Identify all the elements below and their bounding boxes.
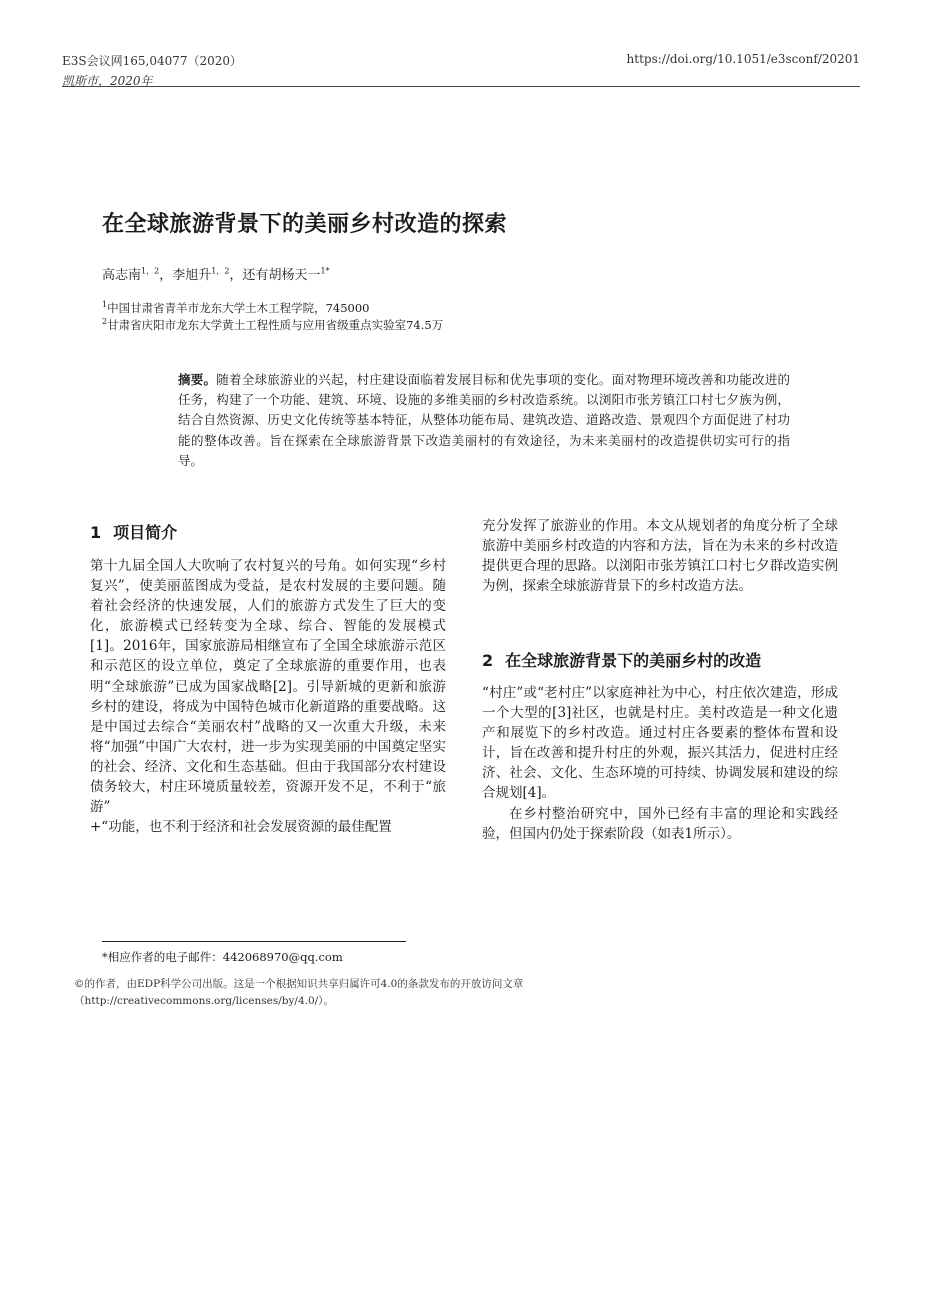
section-heading — [90, 520, 177, 543]
affiliation-mark: 1 — [102, 300, 108, 310]
author-list — [102, 264, 330, 283]
affiliation-text: 甘肃省庆阳市龙东大学黄土工程性质与应用省级重点实验室74.5万 — [107, 318, 444, 332]
conference-location: 凯斯市，2020年 — [62, 74, 153, 88]
author-separator: ，还有 — [229, 268, 269, 283]
license-notice — [74, 976, 523, 1010]
section-number: 2 — [482, 651, 494, 670]
doi-link[interactable]: https://doi.org/10.1051/e3sconf/20201 — [626, 52, 860, 66]
author-affil-mark: 1，2 — [141, 266, 160, 276]
journal-citation: E3S会议网165,04077（2020） — [62, 54, 243, 68]
paper-title: 在全球旅游背景下的美丽乡村改造的探索 — [102, 212, 508, 237]
left-column — [90, 556, 446, 837]
paragraph: 充分发挥了旅游业的作用。本文从规划者的角度分析了全球旅游中美丽乡村改造的内容和方法，旨在为未来的乡村改造提供更合理的思路。以浏阳市张芳镇江口村七夕群改造实例为例，探索全球旅游背景下的乡村改造方法。 — [482, 518, 838, 595]
author-affil-mark: 1* — [320, 266, 330, 276]
section-title: 在全球旅游背景下的美丽乡村的改造 — [505, 651, 762, 670]
author-name: 高志南 — [102, 268, 142, 283]
affiliation-mark: 2 — [102, 317, 108, 327]
footnote-rule — [102, 941, 406, 942]
abstract — [178, 370, 790, 471]
section-number: 1 — [90, 523, 102, 542]
section-title: 项目简介 — [113, 523, 178, 542]
section-heading — [482, 648, 761, 671]
author-separator: ， — [159, 268, 173, 283]
affiliation — [102, 300, 370, 316]
paragraph: “村庄”或“老村庄”以家庭神社为中心，村庄依次建造，形成一个大型的[3]社区，也就是村庄。美村改造是一种文化遗产和展览下的乡村改造。通过村庄各要素的整体布置和设计，旨在改善和提升村庄的外观，振兴其活力，促进村庄经济、社会、文化、生态环境的可持续、协调发展和建设的综合规划[4]。 — [482, 685, 838, 802]
paragraph: 在乡村整治研究中，国外已经有丰富的理论和实践经验，但国内仍处于探索阶段（如表1所示）。 — [482, 805, 838, 842]
abstract-text: 随着全球旅游业的兴起，村庄建设面临着发展目标和优先事项的变化。面对物理环境改善和功能改进的任务，构建了一个功能、建筑、环境、设施的多维美丽的乡村改造系统。以浏阳市张芳镇江口村七夕族为例，结合自然资源、历史文化传统等基本特征，从整体功能布局、建筑改造、道路改造、景观四个方面促进了村功能的整体改善。旨在探索在全球旅游背景下改造美丽村的有效途径，为未来美丽村的改造提供切实可行的指导。 — [178, 372, 790, 468]
abstract-label: 摘要。 — [178, 372, 217, 387]
license-text: ©的作者，由EDP科学公司出版。这是一个根据知识共享归属许可4.0的条款发布的开放访问文章 — [74, 978, 524, 990]
right-column-intro — [482, 516, 838, 596]
paragraph: +“功能，也不利于经济和社会发展资源的最佳配置 — [90, 819, 392, 836]
right-column — [482, 683, 838, 844]
affiliation-text: 中国甘肃省青羊市龙东大学土木工程学院，745000 — [107, 301, 370, 315]
affiliation — [102, 317, 443, 333]
license-link[interactable]: （http://creativecommons.org/licenses/by/4.0/）。 — [74, 995, 334, 1007]
author-affil-mark: 1，2 — [211, 266, 230, 276]
footnote: *相应作者的电子邮件：442068970@qq.com — [102, 950, 343, 964]
author-name: 李旭升 — [172, 268, 212, 283]
paragraph: 第十九届全国人大吹响了农村复兴的号角。如何实现“乡村复兴”，使美丽蓝图成为受益，是农村发展的主要问题。随着社会经济的快速发展，人们的旅游方式发生了巨大的变化，旅游模式已经转变为全球、综合、智能的发展模式[1]。2016年，国家旅游局相继宣布了全国全球旅游示范区和示范区的设立单位，奠定了全球旅游的重要作用，也表明“全球旅游”已成为国家战略[2]。引导新城的更新和旅游乡村的建设，将成为中国特色城市化新道路的重要战略。这是中国过去综合“美丽农村”战略的又一次重大升级，未来将“加强”中国广大农村，进一步为实现美丽的中国奠定坚实的社会、经济、文化和生态基础。但由于我国部分农村建设债务较大，村庄环境质量较差，资源开发不足，不利于“旅游” — [90, 558, 446, 816]
header-rule — [62, 86, 860, 87]
author-name: 胡杨天一 — [268, 268, 321, 283]
